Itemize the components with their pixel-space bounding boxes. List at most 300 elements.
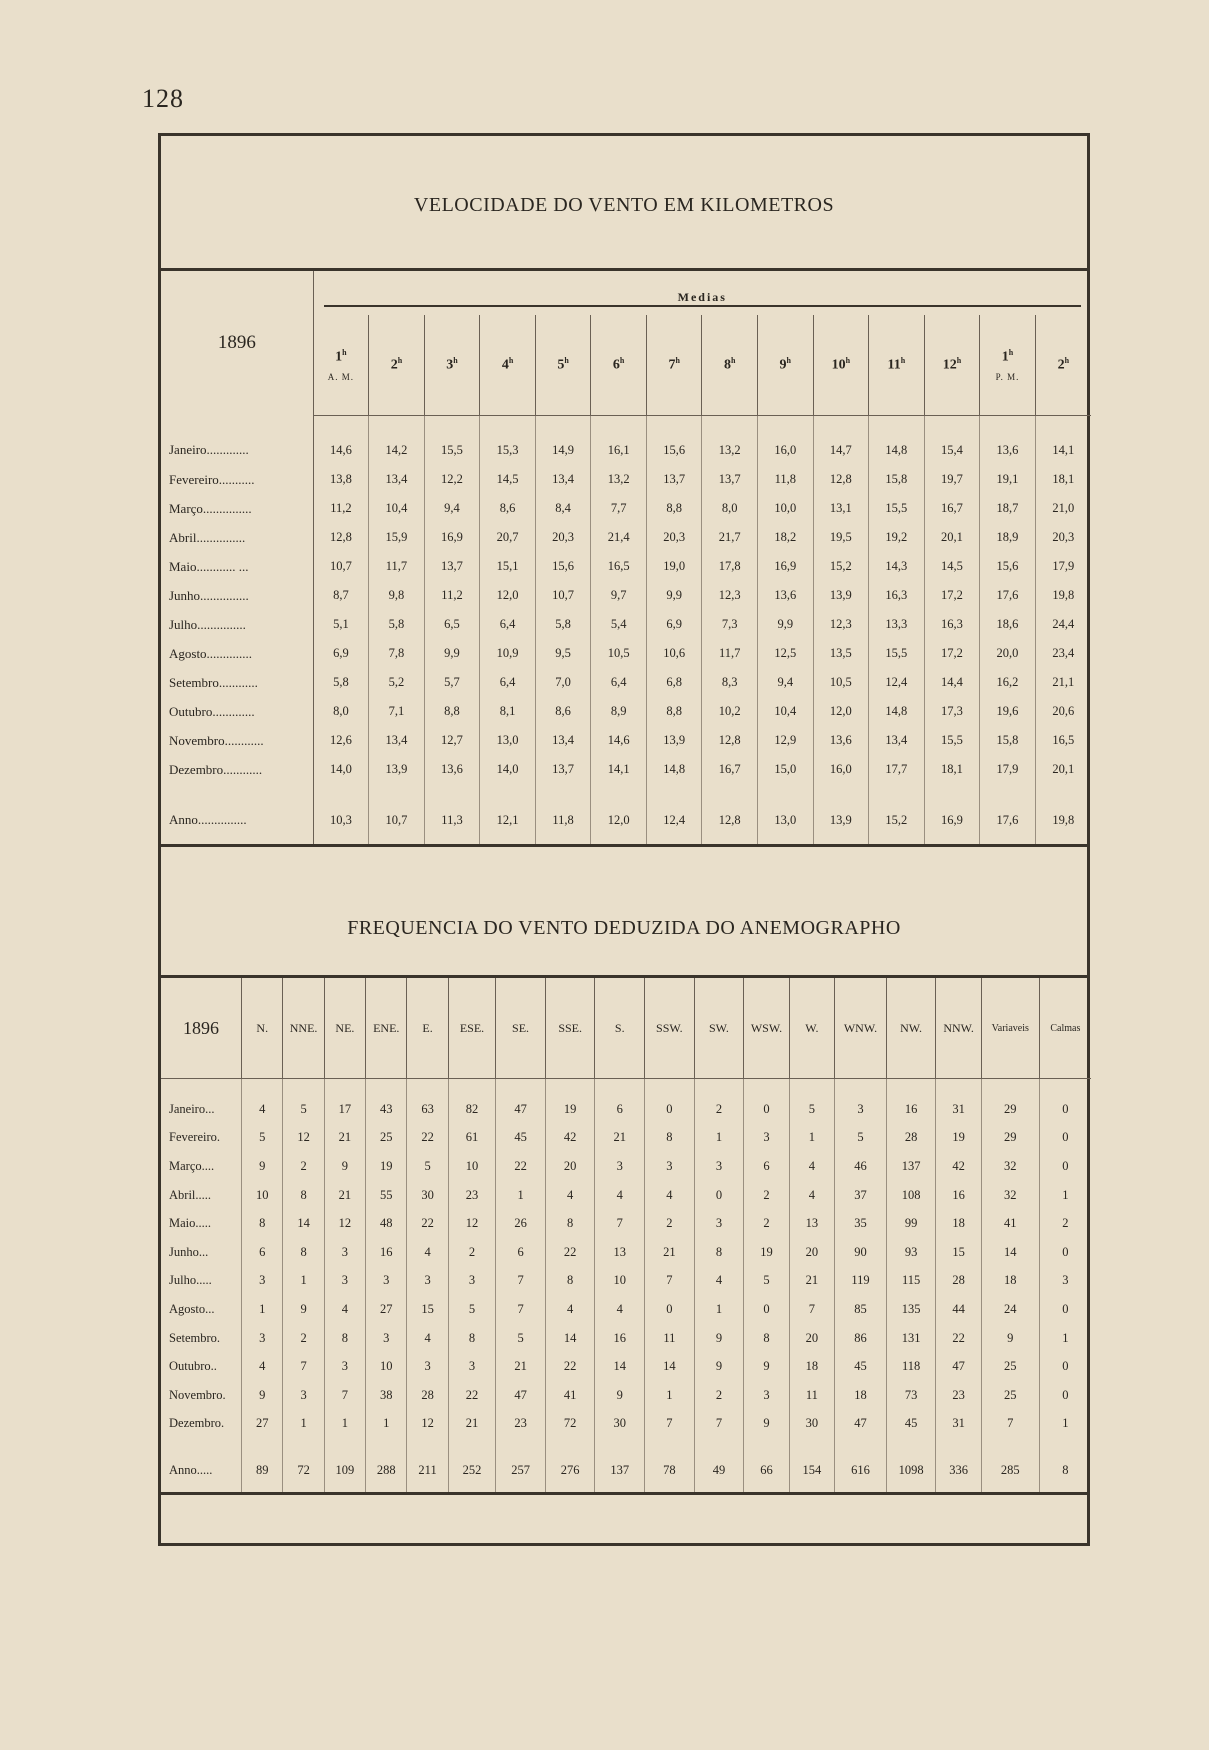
frequency-cell: 15 <box>936 1238 981 1267</box>
hour-number: 10 <box>831 357 846 373</box>
velocity-cell: 18,1 <box>924 755 980 784</box>
frequency-cell: 31 <box>936 1079 981 1124</box>
frequency-cell: 5 <box>283 1079 324 1124</box>
frequency-cell: 12 <box>448 1209 496 1238</box>
velocity-cell: 21,1 <box>1035 668 1091 697</box>
velocity-cell: 5,8 <box>313 668 369 697</box>
velocity-cell: 12,2 <box>424 465 480 494</box>
frequency-cell: 137 <box>886 1152 936 1181</box>
table-row <box>161 416 1091 466</box>
frequency-cell: 28 <box>407 1381 448 1410</box>
direction-header: ENE. <box>366 978 407 1079</box>
frequency-cell: 9 <box>595 1381 645 1410</box>
frequency-cell: 5 <box>789 1079 834 1124</box>
frequency-cell: 20 <box>789 1238 834 1267</box>
velocity-cell: 12,9 <box>758 726 814 755</box>
frequency-cell: 4 <box>407 1238 448 1267</box>
frequency-cell: 3 <box>448 1352 496 1381</box>
velocity-cell: 12,0 <box>480 581 536 610</box>
velocity-cell: 16,2 <box>980 668 1036 697</box>
frequency-cell: 6 <box>242 1238 283 1267</box>
annual-label: Anno............... <box>161 784 313 844</box>
hour-header <box>591 315 647 416</box>
velocity-cell: 14,5 <box>480 465 536 494</box>
velocity-cell: 12,7 <box>424 726 480 755</box>
velocity-cell: 7,1 <box>369 697 425 726</box>
velocity-cell: 12,6 <box>313 726 369 755</box>
velocity-cell: 16,0 <box>758 416 814 466</box>
frequency-cell: 12 <box>407 1410 448 1439</box>
frequency-cell: 3 <box>407 1352 448 1381</box>
frequency-cell: 1 <box>1039 1324 1091 1353</box>
velocity-cell: 14,2 <box>369 416 425 466</box>
velocity-cell: 17,2 <box>924 639 980 668</box>
frequency-cell: 8 <box>545 1209 595 1238</box>
frequency-cell: 1 <box>496 1181 546 1210</box>
velocity-cell: 10,5 <box>813 668 869 697</box>
hour-period: A. M. <box>327 371 355 382</box>
frequency-cell: 37 <box>835 1181 887 1210</box>
direction-header: WNW. <box>835 978 887 1079</box>
velocity-cell: 14,5 <box>924 552 980 581</box>
velocity-cell: 19,5 <box>813 523 869 552</box>
frequency-cell: 28 <box>886 1124 936 1153</box>
frequency-cell: 63 <box>407 1079 448 1124</box>
velocity-cell: 16,9 <box>924 784 980 844</box>
frequency-cell: 8 <box>283 1181 324 1210</box>
velocity-cell: 10,3 <box>313 784 369 844</box>
hour-header <box>758 315 814 416</box>
frequency-cell: 7 <box>324 1381 365 1410</box>
velocity-cell: 12,3 <box>813 610 869 639</box>
velocity-cell: 16,1 <box>591 416 647 466</box>
velocity-cell: 14,3 <box>869 552 925 581</box>
frequency-cell: 9 <box>744 1352 789 1381</box>
direction-header: NW. <box>886 978 936 1079</box>
velocity-cell: 14,8 <box>869 416 925 466</box>
frequency-cell: 1 <box>283 1267 324 1296</box>
frequency-cell: 7 <box>789 1295 834 1324</box>
velocity-cell: 13,9 <box>369 755 425 784</box>
velocity-cell: 17,2 <box>924 581 980 610</box>
frequency-cell: 4 <box>407 1324 448 1353</box>
velocity-cell: 8,8 <box>424 697 480 726</box>
frequency-cell: 288 <box>366 1438 407 1492</box>
frequency-cell: 20 <box>789 1324 834 1353</box>
frequency-cell: 109 <box>324 1438 365 1492</box>
month-label: Janeiro... <box>169 1101 215 1116</box>
velocity-cell: 13,7 <box>702 465 758 494</box>
frequency-table-wrap <box>161 978 1087 1495</box>
frequency-cell: 6 <box>496 1238 546 1267</box>
frequency-cell: 2 <box>645 1209 695 1238</box>
table-row <box>161 1381 1091 1410</box>
frequency-cell: 38 <box>366 1381 407 1410</box>
table-row <box>161 1267 1091 1296</box>
frequency-cell: 19 <box>936 1124 981 1153</box>
velocity-cell: 18,7 <box>980 494 1036 523</box>
velocity-cell: 10,2 <box>702 697 758 726</box>
table-row <box>161 726 1091 755</box>
velocity-cell: 14,0 <box>480 755 536 784</box>
frequency-cell: 5 <box>496 1324 546 1353</box>
frequency-cell: 616 <box>835 1438 887 1492</box>
frequency-cell: 14 <box>283 1209 324 1238</box>
frequency-cell: 7 <box>981 1410 1039 1439</box>
velocity-cell: 11,2 <box>424 581 480 610</box>
frequency-cell: 4 <box>595 1181 645 1210</box>
frequency-cell: 119 <box>835 1267 887 1296</box>
frequency-cell: 8 <box>694 1238 744 1267</box>
blank-footer-area <box>161 1495 1087 1587</box>
frequency-cell: 21 <box>324 1181 365 1210</box>
frequency-cell: 15 <box>407 1295 448 1324</box>
frequency-cell: 47 <box>835 1410 887 1439</box>
velocity-cell: 7,8 <box>369 639 425 668</box>
velocity-cell: 5,2 <box>369 668 425 697</box>
frequency-cell: 7 <box>694 1410 744 1439</box>
frequency-cell: 9 <box>324 1152 365 1181</box>
direction-header: S. <box>595 978 645 1079</box>
velocity-cell: 13,6 <box>424 755 480 784</box>
velocity-cell: 8,7 <box>313 581 369 610</box>
velocity-cell: 13,7 <box>424 552 480 581</box>
frequency-cell: 66 <box>744 1438 789 1492</box>
frequency-cell: 4 <box>595 1295 645 1324</box>
velocity-year: 1896 <box>161 271 313 416</box>
frequency-cell: 55 <box>366 1181 407 1210</box>
frequency-cell: 3 <box>366 1267 407 1296</box>
hour-header <box>924 315 980 416</box>
hour-header <box>480 315 536 416</box>
frequency-cell: 276 <box>545 1438 595 1492</box>
velocity-cell: 15,2 <box>869 784 925 844</box>
frequency-cell: 47 <box>496 1079 546 1124</box>
frequency-cell: 14 <box>545 1324 595 1353</box>
direction-header: SSE. <box>545 978 595 1079</box>
velocity-cell: 16,0 <box>813 755 869 784</box>
velocity-cell: 15,0 <box>758 755 814 784</box>
velocity-cell: 9,4 <box>758 668 814 697</box>
table-row <box>161 668 1091 697</box>
frequency-cell: 2 <box>694 1381 744 1410</box>
frequency-cell: 0 <box>1039 1152 1091 1181</box>
frequency-cell: 2 <box>1039 1209 1091 1238</box>
month-label: Outubro............. <box>161 697 313 726</box>
table-row <box>161 1295 1091 1324</box>
frequency-year: 1896 <box>161 978 242 1079</box>
month-label: Fevereiro........... <box>161 465 313 494</box>
frequency-cell: 78 <box>645 1438 695 1492</box>
hour-suffix: h <box>397 356 403 366</box>
velocity-cell: 11,3 <box>424 784 480 844</box>
table-row <box>161 1152 1091 1181</box>
table-row <box>161 1352 1091 1381</box>
hour-header <box>369 315 425 416</box>
frequency-cell: 8 <box>448 1324 496 1353</box>
frequency-cell: 22 <box>936 1324 981 1353</box>
velocity-cell: 8,3 <box>702 668 758 697</box>
hour-number: 8 <box>724 357 731 373</box>
direction-header: E. <box>407 978 448 1079</box>
velocity-cell: 12,4 <box>869 668 925 697</box>
frequency-cell: 1 <box>645 1381 695 1410</box>
table-row <box>161 581 1091 610</box>
frequency-cell: 7 <box>645 1267 695 1296</box>
frequency-cell: 11 <box>645 1324 695 1353</box>
velocity-cell: 18,2 <box>758 523 814 552</box>
frequency-cell: 24 <box>981 1295 1039 1324</box>
hour-header <box>313 315 369 416</box>
velocity-cell: 15,3 <box>480 416 536 466</box>
velocity-cell: 15,6 <box>980 552 1036 581</box>
frequency-cell: 26 <box>496 1209 546 1238</box>
velocity-cell: 12,8 <box>313 523 369 552</box>
frequency-cell: 48 <box>366 1209 407 1238</box>
velocity-cell: 12,3 <box>702 581 758 610</box>
frequency-cell: 3 <box>744 1124 789 1153</box>
velocity-cell: 15,5 <box>424 416 480 466</box>
frequency-cell: 285 <box>981 1438 1039 1492</box>
frequency-cell: 32 <box>981 1152 1039 1181</box>
frequency-cell: 27 <box>242 1410 283 1439</box>
frequency-cell: 22 <box>407 1209 448 1238</box>
frequency-cell: 16 <box>595 1324 645 1353</box>
frequency-cell: 4 <box>789 1152 834 1181</box>
frequency-cell: 23 <box>936 1381 981 1410</box>
velocity-table-wrap <box>161 271 1087 847</box>
frequency-cell: 9 <box>694 1324 744 1353</box>
velocity-cell: 8,0 <box>313 697 369 726</box>
frequency-cell: 22 <box>545 1352 595 1381</box>
frequency-cell: 2 <box>448 1238 496 1267</box>
velocity-cell: 18,9 <box>980 523 1036 552</box>
month-label: Agosto.............. <box>161 639 313 668</box>
velocity-cell: 13,6 <box>813 726 869 755</box>
frequency-cell: 19 <box>366 1152 407 1181</box>
direction-header: WSW. <box>744 978 789 1079</box>
frequency-cell: 45 <box>835 1352 887 1381</box>
velocity-cell: 15,6 <box>646 416 702 466</box>
frequency-cell: 21 <box>496 1352 546 1381</box>
month-label: Junho............... <box>161 581 313 610</box>
velocity-cell: 8,4 <box>535 494 591 523</box>
frequency-cell: 4 <box>545 1181 595 1210</box>
frequency-cell: 18 <box>981 1267 1039 1296</box>
velocity-cell: 8,8 <box>646 494 702 523</box>
frequency-cell: 47 <box>496 1381 546 1410</box>
frequency-cell: 8 <box>242 1209 283 1238</box>
velocity-cell: 24,4 <box>1035 610 1091 639</box>
table-row <box>161 1238 1091 1267</box>
frequency-cell: 3 <box>324 1352 365 1381</box>
table-row <box>161 552 1091 581</box>
velocity-cell: 16,5 <box>591 552 647 581</box>
month-label: Novembro............ <box>161 726 313 755</box>
month-label: Junho... <box>169 1244 209 1259</box>
frequency-cell: 118 <box>886 1352 936 1381</box>
velocity-cell: 13,4 <box>369 465 425 494</box>
velocity-cell: 13,1 <box>813 494 869 523</box>
frequency-cell: 22 <box>448 1381 496 1410</box>
velocity-cell: 20,1 <box>1035 755 1091 784</box>
velocity-cell: 16,7 <box>702 755 758 784</box>
frequency-cell: 0 <box>1039 1381 1091 1410</box>
frequency-cell: 6 <box>595 1079 645 1124</box>
frequency-cell: 4 <box>242 1352 283 1381</box>
hour-header <box>980 315 1036 416</box>
velocity-cell: 8,0 <box>702 494 758 523</box>
frequency-cell: 31 <box>936 1410 981 1439</box>
frequency-cell: 18 <box>835 1381 887 1410</box>
frequency-cell: 9 <box>283 1295 324 1324</box>
table-row <box>161 755 1091 784</box>
table-row <box>161 1079 1091 1124</box>
direction-header: Variaveis <box>981 978 1039 1079</box>
frequency-cell: 21 <box>448 1410 496 1439</box>
frequency-cell: 0 <box>1039 1079 1091 1124</box>
velocity-table <box>161 271 1091 844</box>
frequency-cell: 3 <box>744 1381 789 1410</box>
frequency-cell: 25 <box>981 1352 1039 1381</box>
frequency-cell: 9 <box>981 1324 1039 1353</box>
frequency-cell: 0 <box>694 1181 744 1210</box>
velocity-cell: 13,8 <box>313 465 369 494</box>
velocity-cell: 9,9 <box>424 639 480 668</box>
frequency-cell: 8 <box>744 1324 789 1353</box>
frequency-cell: 137 <box>595 1438 645 1492</box>
velocity-cell: 5,8 <box>535 610 591 639</box>
frequency-cell: 3 <box>1039 1267 1091 1296</box>
month-label: Setembro. <box>169 1330 221 1345</box>
velocity-cell: 8,8 <box>646 697 702 726</box>
velocity-cell: 6,4 <box>591 668 647 697</box>
hour-number: 11 <box>887 357 901 373</box>
frequency-cell: 3 <box>324 1238 365 1267</box>
velocity-cell: 20,3 <box>1035 523 1091 552</box>
frequency-cell: 45 <box>886 1410 936 1439</box>
velocity-cell: 15,9 <box>369 523 425 552</box>
direction-header: W. <box>789 978 834 1079</box>
frequency-cell: 0 <box>744 1295 789 1324</box>
month-label: Novembro. <box>169 1387 226 1402</box>
frequency-cell: 257 <box>496 1438 546 1492</box>
velocity-cell: 12,8 <box>813 465 869 494</box>
frequency-cell: 14 <box>645 1352 695 1381</box>
frequency-cell: 17 <box>324 1079 365 1124</box>
frequency-cell: 3 <box>595 1152 645 1181</box>
velocity-title-band <box>161 136 1087 271</box>
frequency-cell: 3 <box>283 1381 324 1410</box>
frequency-cell: 1 <box>366 1410 407 1439</box>
velocity-cell: 16,7 <box>924 494 980 523</box>
velocity-cell: 14,8 <box>646 755 702 784</box>
frequency-cell: 4 <box>545 1295 595 1324</box>
velocity-cell: 10,0 <box>758 494 814 523</box>
hour-suffix: h <box>342 348 347 358</box>
hour-suffix: h <box>845 356 851 366</box>
hour-suffix: h <box>1008 348 1014 358</box>
frequency-cell: 9 <box>242 1381 283 1410</box>
frequency-cell: 2 <box>744 1181 789 1210</box>
hour-number: 1 <box>335 349 343 365</box>
velocity-cell: 9,8 <box>369 581 425 610</box>
velocity-cell: 13,4 <box>369 726 425 755</box>
hour-header <box>869 315 925 416</box>
hour-header <box>702 315 758 416</box>
velocity-cell: 15,8 <box>980 726 1036 755</box>
velocity-cell: 10,7 <box>535 581 591 610</box>
frequency-cell: 7 <box>496 1267 546 1296</box>
frequency-cell: 135 <box>886 1295 936 1324</box>
frequency-cell: 5 <box>744 1267 789 1296</box>
hour-period: P. M. <box>995 371 1020 382</box>
frequency-cell: 42 <box>545 1124 595 1153</box>
frequency-cell: 30 <box>789 1410 834 1439</box>
frequency-cell: 18 <box>789 1352 834 1381</box>
velocity-cell: 8,6 <box>480 494 536 523</box>
velocity-cell: 10,9 <box>480 639 536 668</box>
velocity-cell: 14,1 <box>591 755 647 784</box>
frequency-cell: 154 <box>789 1438 834 1492</box>
velocity-cell: 13,2 <box>591 465 647 494</box>
frequency-cell: 21 <box>789 1267 834 1296</box>
velocity-cell: 13,9 <box>646 726 702 755</box>
velocity-cell: 12,0 <box>591 784 647 844</box>
table-row <box>161 610 1091 639</box>
velocity-cell: 13,4 <box>869 726 925 755</box>
month-label: Setembro............ <box>161 668 313 697</box>
frequency-cell: 0 <box>1039 1295 1091 1324</box>
velocity-cell: 10,7 <box>313 552 369 581</box>
velocity-cell: 13,0 <box>758 784 814 844</box>
frequency-title-band <box>161 847 1087 978</box>
frequency-cell: 16 <box>886 1079 936 1124</box>
velocity-cell: 13,6 <box>758 581 814 610</box>
velocity-cell: 12,8 <box>702 784 758 844</box>
frequency-cell: 3 <box>694 1152 744 1181</box>
velocity-cell: 5,1 <box>313 610 369 639</box>
hour-number: 7 <box>668 357 676 373</box>
month-label: Dezembro. <box>169 1416 225 1431</box>
direction-header: SE. <box>496 978 546 1079</box>
frequency-cell: 30 <box>595 1410 645 1439</box>
velocity-cell: 13,9 <box>813 581 869 610</box>
velocity-cell: 20,0 <box>980 639 1036 668</box>
velocity-cell: 6,9 <box>313 639 369 668</box>
frequency-cell: 35 <box>835 1209 887 1238</box>
frequency-cell: 3 <box>694 1209 744 1238</box>
frequency-cell: 10 <box>242 1181 283 1210</box>
frequency-cell: 89 <box>242 1438 283 1492</box>
frequency-cell: 22 <box>407 1124 448 1153</box>
frequency-cell: 1098 <box>886 1438 936 1492</box>
table-row <box>161 1124 1091 1153</box>
month-label: Abril............... <box>161 523 313 552</box>
month-label: Dezembro............ <box>161 755 313 784</box>
frequency-cell: 0 <box>645 1079 695 1124</box>
direction-header: N. <box>242 978 283 1079</box>
velocity-cell: 18,6 <box>980 610 1036 639</box>
velocity-cell: 20,3 <box>535 523 591 552</box>
velocity-cell: 20,1 <box>924 523 980 552</box>
frequency-cell: 4 <box>242 1079 283 1124</box>
velocity-cell: 12,8 <box>702 726 758 755</box>
frequency-cell: 3 <box>324 1267 365 1296</box>
velocity-cell: 10,7 <box>369 784 425 844</box>
frequency-cell: 14 <box>981 1238 1039 1267</box>
velocity-cell: 17,9 <box>980 755 1036 784</box>
